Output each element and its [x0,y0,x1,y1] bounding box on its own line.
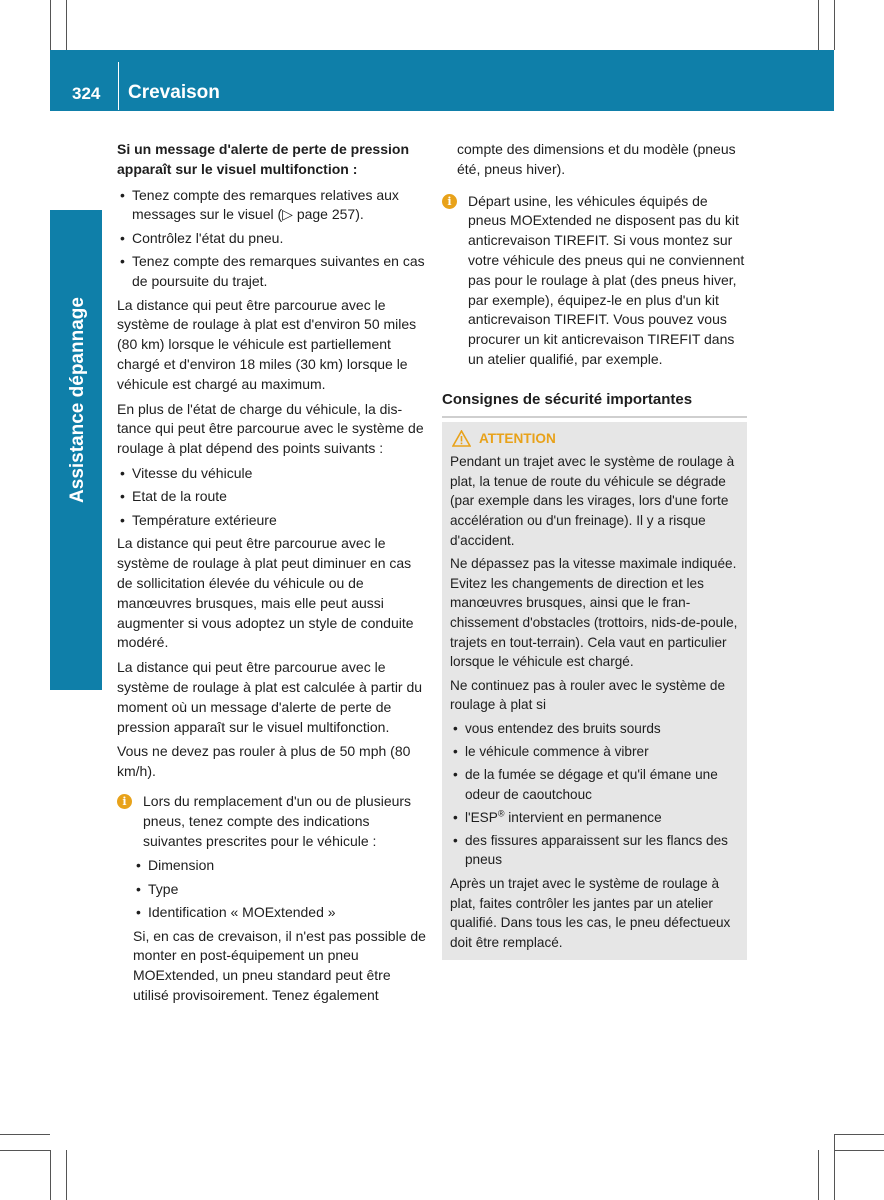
list-item: • vous entendez des bruits sourds [450,719,739,739]
crop-mark [834,0,835,50]
warning-paragraph: Après un trajet avec le système de roulage à plat, faites contrôler les jantes par un atelier qualifié. Dans tous les cas, le pneu défectueux doit être remplacé. [450,876,731,950]
warning-header [450,429,739,449]
info-paragraph: Si, en cas de crevaison, il n'est pas possible de monter en post-équipement un pneu MOExtended, un pneu standard peut être utilisé provisoirement. Tenez également [133,927,426,1004]
list-item: • Dimension [133,856,427,876]
warning-title: ATTENTION [479,430,556,446]
right-column [442,140,747,960]
list-item: • le véhicule commence à vibrer [450,742,739,762]
paragraph: La distance qui peut être parcourue avec le système de roulage à plat est d'environ 50 miles (80 km) lorsque le véhicule est partiellement chargé et d'environ 18 miles (30 km) lorsque le véhicule est chargé au maximum. [117,296,417,392]
info-continuation: compte des dimensions et du modèle (pneus été, pneus hiver). [457,141,736,177]
section-title: Consignes de sécurité importantes [442,384,747,418]
list-item: • Vitesse du véhicule [117,464,427,484]
chapter-label: Assistance dépannage [67,297,88,503]
crop-mark [0,1150,50,1151]
paragraph: La distance qui peut être parcourue avec le système de roulage à plat peut diminuer en cas de sollicitation élevée du véhicule ou de manœuvres brusques, mais elle peut aussi augmenter si vous adoptez un style de conduite modéré. [117,535,414,651]
crop-mark [834,1134,884,1135]
warning-paragraph: Ne dépassez pas la vitesse maximale indiquée. Evitez les changements de direction et les manœuvres brusques, ainsi que le franchissement d'obstacles (trottoirs, nids-de-poule, trajets en tout-terrain). Cela vaut en particulier lorsque le véhicule est chargé. [450,556,738,670]
warning-box [442,422,747,961]
list-item: • Température extérieure [117,511,427,531]
esp-text: l'ESP [465,809,498,825]
info-list [133,856,427,922]
info-note [117,792,427,1006]
crop-mark [818,0,819,50]
list-item: • Identification « MOExtended » [133,903,427,923]
paragraph: Vous ne devez pas rouler à plus de 50 mph (80 km/h). [117,743,411,780]
paragraph: En plus de l'état de charge du véhicule, la distance qui peut être parcourue avec le système de roulage à plat dépend des points suivants : [117,400,424,457]
crop-mark [0,1134,50,1135]
warning-icon [452,430,471,447]
info-text: Départ usine, les véhicules équipés de pneus MOExtended ne disposent pas du kit anticrevaison TIREFIT. Si vous montez sur votre véhicule des pneus qui ne conviennent pas pour le roulage à plat (des pneus hiver, par exemple), équipez-le en plus d'un kit anticrevaison TIREFIT. Vous pouvez vous procurer un kit anticrevaison TIREFIT dans un atelier qualifié, par exemple. [468,192,745,367]
page-number: 324 [72,84,101,103]
warning-paragraph: Ne continuez pas à rouler avec le système de roulage à plat si [450,677,726,713]
list-item: • Etat de la route [117,487,427,507]
info-icon: i [442,194,457,209]
crop-mark [50,0,51,50]
warning-paragraph: Pendant un trajet avec le système de roulage à plat, la tenue de route du véhicule se dégrade (par exemple dans les virages, lors d'une forte accélération ou d'un freinage). Il y a risque d'accident. [450,454,735,548]
crop-mark [834,1150,884,1151]
list-item [450,808,739,828]
crop-mark [66,1150,67,1200]
crop-mark [818,1150,819,1200]
list-item: • Tenez compte des remarques suivantes en cas de poursuite du trajet. [117,252,427,292]
esp-rest: intervient en permanence [504,809,662,825]
list-item: • Type [133,880,427,900]
page-title: Crevaison [128,82,220,103]
crop-mark [66,0,67,50]
left-column [117,140,427,1012]
info-text: Lors du remplacement d'un ou de plusieurs pneus, tenez compte des indications suivantes prescrites pour le véhicule : [143,792,412,849]
header-divider [118,62,119,110]
section-heading: Si un message d'alerte de perte de pression apparaît sur le visuel multifonction : [117,141,409,177]
info-icon: i [117,794,132,809]
factor-list [117,464,427,530]
paragraph: La distance qui peut être parcourue avec le système de roulage à plat est calculée à partir du moment où un message d'alerte de perte de pression apparaît sur le visuel multifonction. [117,659,423,735]
warning-list [450,719,739,870]
instruction-list [117,186,427,292]
list-item: • de la fumée se dégage et qu'il émane une odeur de caoutchouc [450,765,739,804]
crop-mark [834,1134,835,1200]
list-item: • Contrôlez l'état du pneu. [117,229,427,249]
crop-mark [50,1150,51,1200]
list-item: • des fissures apparaissent sur les flancs des pneus [450,831,739,870]
list-item: • Tenez compte des remarques relatives aux messages sur le visuel (▷ page 257). [117,186,427,226]
registered-mark: ® [497,808,505,819]
info-note [442,192,747,370]
